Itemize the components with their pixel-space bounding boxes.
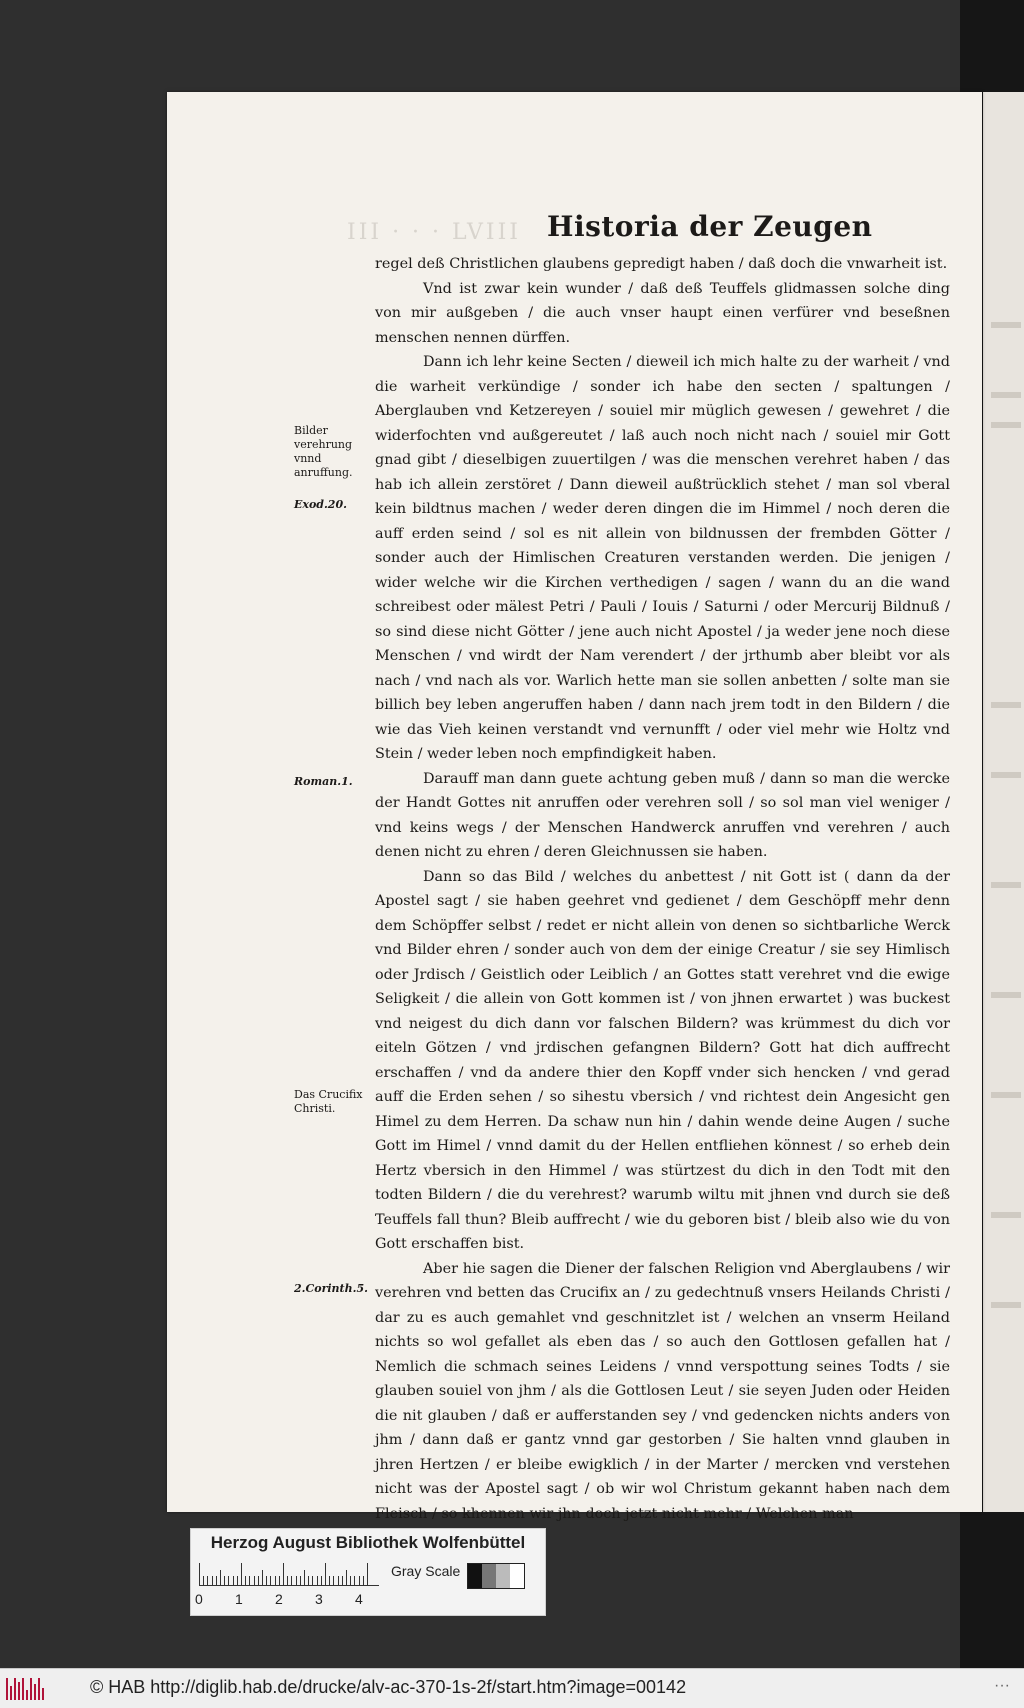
logo-bar (6, 1678, 8, 1700)
color-scale-card (190, 1528, 546, 1616)
facing-page-edge (983, 92, 1024, 1512)
ruler-tick (283, 1563, 284, 1585)
margin-note-bilder: Bilder verehrung vnnd anruffung. (294, 424, 353, 479)
permalink-text[interactable]: © HAB http://diglib.hab.de/drucke/alv-ac-370-1s-2f/start.htm?image=00142 (90, 1677, 687, 1697)
ruler-tick (291, 1576, 292, 1585)
ruler-tick (266, 1576, 267, 1585)
ruler-tick (304, 1570, 305, 1585)
logo-bar (34, 1684, 36, 1700)
hab-logo-icon[interactable] (6, 1678, 46, 1700)
ruler-tick (241, 1563, 242, 1585)
paragraph: Vnd ist zwar kein wunder / daß deß Teuffels glidmassen solche ding von mir außgeben / die auch vnser haupt einen verfürer vnd beseßnen menschen nennen dürffen. (375, 280, 950, 346)
ruler-numbers (195, 1591, 399, 1609)
gray-swatch (496, 1564, 510, 1588)
ruler-number: 2 (275, 1591, 283, 1607)
margin-note-corinth: 2.Corinth.5. (294, 1282, 368, 1295)
ruler-tick (296, 1576, 297, 1585)
ruler-tick (270, 1576, 271, 1585)
ruler-tick (262, 1570, 263, 1585)
ruler-tick (317, 1576, 318, 1585)
ruler-tick (224, 1576, 225, 1585)
ruler-tick (367, 1563, 368, 1585)
ruler-tick (363, 1576, 364, 1585)
footer-bar (0, 1668, 1024, 1708)
ruler-tick (199, 1563, 200, 1585)
ruler-tick (258, 1576, 259, 1585)
ruler-tick (342, 1576, 343, 1585)
ruler-tick (325, 1563, 326, 1585)
ruler-tick (350, 1576, 351, 1585)
ruler-number: 1 (235, 1591, 243, 1607)
ruler-tick (249, 1576, 250, 1585)
margin-note-exod: Exod.20. (294, 498, 347, 511)
ruler-tick (216, 1576, 217, 1585)
logo-bar (38, 1678, 40, 1700)
gray-scale-swatches (467, 1563, 525, 1589)
gray-scale-label: Gray Scale (391, 1563, 461, 1579)
ruler-tick (220, 1570, 221, 1585)
paragraph: Aber hie sagen die Diener der falschen Religion vnd Aberglaubens / wir verehren vnd betten das Crucifix an / zu gedechtnuß vnsers Heilands Christi / dar zu es auch gemahlet vnd geschnitzlet ist / welchen an vnserm Heiland nichts so wol gefallet als eben das / so auch den Gottlosen gefallen hat / Nemlich die schmach seines Leidens / vnnd verspottung seines Todts / sie glauben souiel von jhm / als die Gottlosen Leut / sie seyen Juden oder Heiden die nit glauben / daß er aufferstanden sey / vnd gedencken nichts anders von jhm / dann daß er gantz vnnd gar gestorben / Sie halten vnnd glauben in jhren Hertzen / er bleibe ewigklich / in der Marter / mercken vnd verstehen nicht was der Apostel sagt / ob wir wol Christum gekannt haben nach dem Fleisch / so khennen wir jhn doch jetzt nicht mehr / Welchen man (375, 1260, 950, 1522)
library-name: Herzog August Bibliothek Wolfenbüttel (210, 1533, 526, 1552)
gray-swatch (510, 1564, 524, 1588)
ruler-tick (333, 1576, 334, 1585)
ruler-tick (346, 1570, 347, 1585)
ruler-tick (254, 1576, 255, 1585)
logo-bar (30, 1678, 32, 1700)
book-page (167, 92, 982, 1522)
ruler-tick (354, 1576, 355, 1585)
ruler-tick (308, 1576, 309, 1585)
ruler-tick (300, 1576, 301, 1585)
ruler-tick (321, 1576, 322, 1585)
logo-bar (26, 1690, 28, 1700)
logo-bar (22, 1678, 24, 1700)
paragraph: Dann so das Bild / welches du anbettest / nit Gott ist ( dann da der Apostel sagt / sie haben geehret vnd gedienet / dem Geschöpff mehr denn dem Schöpffer selbst / redet er nicht allein von denen so sichtbarliche Werck vnd Bilder ehren / sonder auch von dem der einige Creatur / sie sey Himlisch oder Jrdisch / Geistlich oder Leiblich / an Gottes statt verehret vnd die ewige Seligkeit / die allein von Gott kommen ist / von jhnen erwartet ) was buckest vnd neigest du dich dann vor falschen Bildern? was krümmest du dich vor eiteln Götzen / vnd jrdischen gefangnen Bildern? Gott hat dich auffrecht erschaffen / vnd da andere thier den Kopff vnder sich hencken / vnd gerad auff die Erden sehen / so sihestu vbersich / vnd richtest dein Angesicht gen Himel zu dem Herren. Da schaw nun hin / dahin wende deine Augen / suche Gott im Himel / vnnd damit du der Hellen entfliehen könnest / so erheb dein Hertz vbersich in den Himmel / was stürtzest du dich in den Todt mit den todten Bildern / die du verehrest? warumb wiltu mit jhnen vnd durch sie deß Teuffels fall thun? Bleib auffrecht / wie du geboren bist / bleib also wie du von Gott erschaffen bist. (375, 868, 950, 1252)
logo-bar (10, 1686, 12, 1700)
ruler-tick (359, 1576, 360, 1585)
logo-bar (42, 1688, 44, 1700)
paragraph: regel deß Christlichen glaubens gepredigt haben / daß doch die vnwarheit ist. (375, 256, 948, 272)
body-text (375, 252, 950, 1526)
margin-note-roman: Roman.1. (294, 775, 353, 788)
ruler-tick (329, 1576, 330, 1585)
paragraph: Dann ich lehr keine Secten / dieweil ich mich halte zu der warheit / vnd die warheit verkündige / sonder ich habe den secten / spaltungen / Aberglauben vnd Ketzereyen / souiel mir müglich gewesen / gewehret / die widerfochten vnd außgereutet / laß auch noch nicht nach / souiel mir Gott gnad gibt / dieselbigen zuuertilgen / was die menschen verehret haben / das hab ich allein zerstöret / Dann dieweil außtrücklich stehet / man sol vberal kein bildtnus machen / weder deren dingen die im Himmel / noch deren die auff erden seind / sol es nit allein von bildnussen der frembden Götter / sonder auch der Himlischen Creaturen verstanden werden. Die jenigen / wider welche wir die Kirchen verthedigen / sagen / wann du an die wand schreibest oder mälest Petri / Pauli / Iouis / Saturni / oder Mercurij Bildnuß / so sind diese nicht Götter / jene auch nicht Apostel / ja weder jene noch diese Menschen / vnd wirdt der Nam verendert / der jrthumb aber bleibt vor als nach / vnd nach als vor. Warlich hette man sie sollen anbetten / solte man sie billich bey leben angeruffen haben / dann nach jrem todt in den Bildern / die wie das Vieh keinen verstandt vnd vernunfft / oder viel mehr wie Holtz vnd Stein / weder leben noch empfindigkeit haben. (375, 354, 950, 762)
paragraph: Darauff man dann guete achtung geben muß / dann so man die wercke der Handt Gottes nit anruffen oder verehren soll / so sol man viel weniger / vnd keins wegs / der Menschen Handwerck anruffen vnd verehren / auch denen nicht zu ehren / deren Gleichnussen sie haben. (375, 770, 950, 860)
ruler-tick (275, 1576, 276, 1585)
ruler-tick (245, 1576, 246, 1585)
ruler-tick (212, 1576, 213, 1585)
ruler-tick (312, 1576, 313, 1585)
logo-bar (14, 1678, 16, 1700)
ruler-tick (203, 1576, 204, 1585)
gray-swatch (482, 1564, 496, 1588)
ruler-number: 0 (195, 1591, 203, 1607)
gray-swatch (468, 1564, 482, 1588)
ruler-tick (207, 1576, 208, 1585)
ruler-number: 4 (355, 1591, 363, 1607)
ruler-tick (237, 1576, 238, 1585)
logo-bar (18, 1682, 20, 1700)
ruler-tick (279, 1576, 280, 1585)
margin-note-crucifix: Das Crucifix Christi. (294, 1088, 363, 1115)
ruler-tick (228, 1576, 229, 1585)
ruler-number: 3 (315, 1591, 323, 1607)
ruler-tick (233, 1576, 234, 1585)
running-title: Historia der Zeugen (547, 210, 873, 243)
ruler-icon (199, 1559, 379, 1586)
ruler-tick (338, 1576, 339, 1585)
more-options-icon[interactable]: ··· (994, 1677, 1010, 1694)
show-through-text: III · · · LVIII (347, 220, 521, 245)
ruler-tick (287, 1576, 288, 1585)
